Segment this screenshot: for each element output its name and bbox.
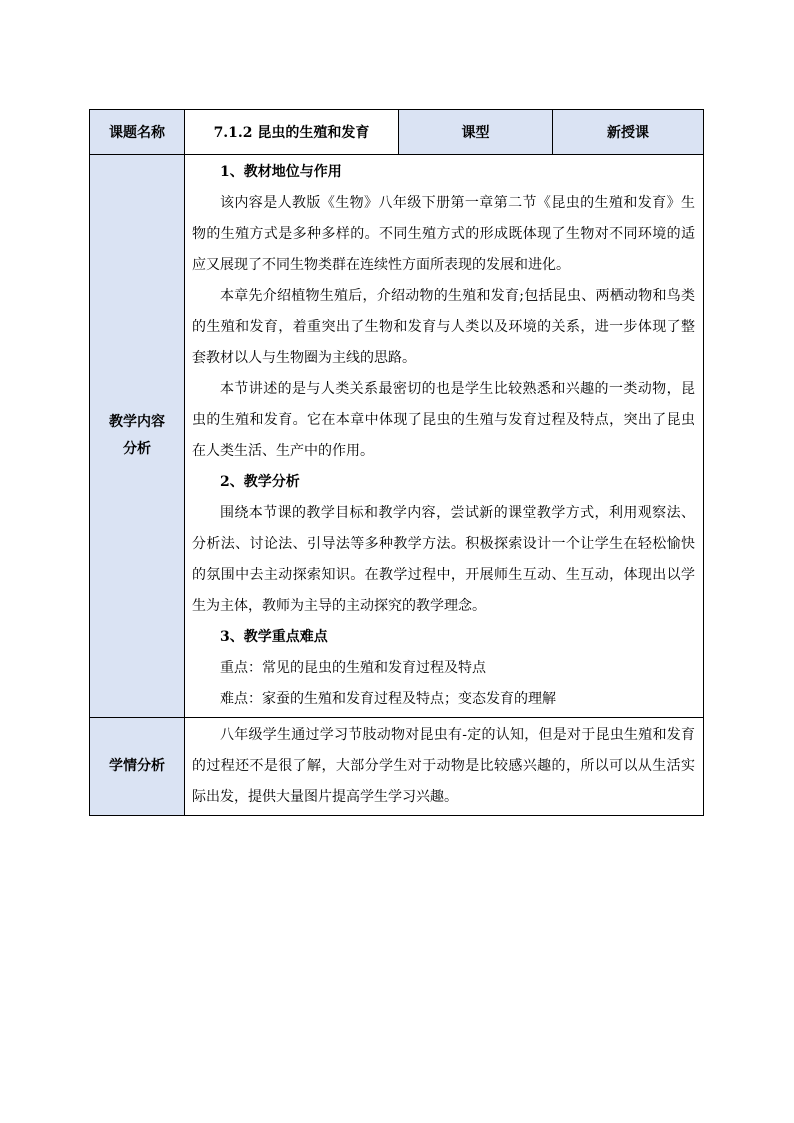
- course-type-label: 课型: [399, 110, 553, 155]
- section1-title: 1、教材地位与作用: [220, 164, 342, 180]
- student-analysis-text: 八年级学生通过学习节肢动物对昆虫有-定的认知，但是对于昆虫生殖和发育的过程还不是很了解，大部分学生对于动物是比较感兴趣的，所以可以从生活实际出发，提供大量图片提高学生学习兴趣。: [192, 727, 695, 805]
- student-analysis-row: [90, 718, 704, 816]
- section1-paragraph3: 本节讲述的是与人类关系最密切的也是学生比较熟悉和兴趣的一类动物，昆虫的生殖和发育。它在本章中体现了昆虫的生殖与发育过程及特点，突出了昆虫在人类生活、生产中的作用。: [192, 381, 695, 459]
- key-point: 重点：常见的昆虫的生殖和发育过程及特点: [220, 660, 486, 676]
- section1-paragraph1: 该内容是人教版《生物》八年级下册第一章第二节《昆虫的生殖和发育》生物的生殖方式是多种多样的。不同生殖方式的形成既体现了生物对不同环境的适应又展现了不同生物类群在连续性方面所表现的发展和进化。: [192, 195, 695, 273]
- course-type-value: 新授课: [553, 110, 704, 155]
- content-analysis-label-line1: 教学内容: [109, 414, 165, 430]
- student-analysis-label: 学情分析: [90, 718, 185, 816]
- content-analysis-label-line2: 分析: [123, 441, 151, 457]
- content-analysis-row: [90, 155, 704, 718]
- section1-paragraph2: 本章先介绍植物生殖后，介绍动物的生殖和发育;包括昆虫、两栖动物和鸟类的生殖和发育，着重突出了生物和发育与人类以及环境的关系，进一步体现了整套教材以人与生物圈为主线的思路。: [192, 288, 695, 366]
- lesson-plan-table: [89, 109, 704, 816]
- section2-paragraph1: 围绕本节课的教学目标和教学内容，尝试新的课堂教学方式，利用观察法、分析法、讨论法、引导法等多种教学方法。积极探索设计一个让学生在轻松愉快的氛围中去主动探索知识。在教学过程中，开展师生互动、生互动，体现出以学生为主体，教师为主导的主动探究的教学理念。: [192, 505, 695, 614]
- section3-title: 3、教学重点难点: [220, 629, 328, 645]
- student-analysis-body: [185, 718, 704, 816]
- difficult-point: 难点：家蚕的生殖和发育过程及特点；变态发育的理解: [220, 691, 556, 707]
- lesson-plan-page: [89, 109, 703, 816]
- course-name-value: 7.1.2 昆虫的生殖和发育: [185, 110, 399, 155]
- content-analysis-body: [185, 155, 704, 718]
- header-row: [90, 110, 704, 155]
- content-analysis-label: [90, 155, 185, 718]
- section2-title: 2、教学分析: [220, 474, 300, 490]
- course-name-label: 课题名称: [90, 110, 185, 155]
